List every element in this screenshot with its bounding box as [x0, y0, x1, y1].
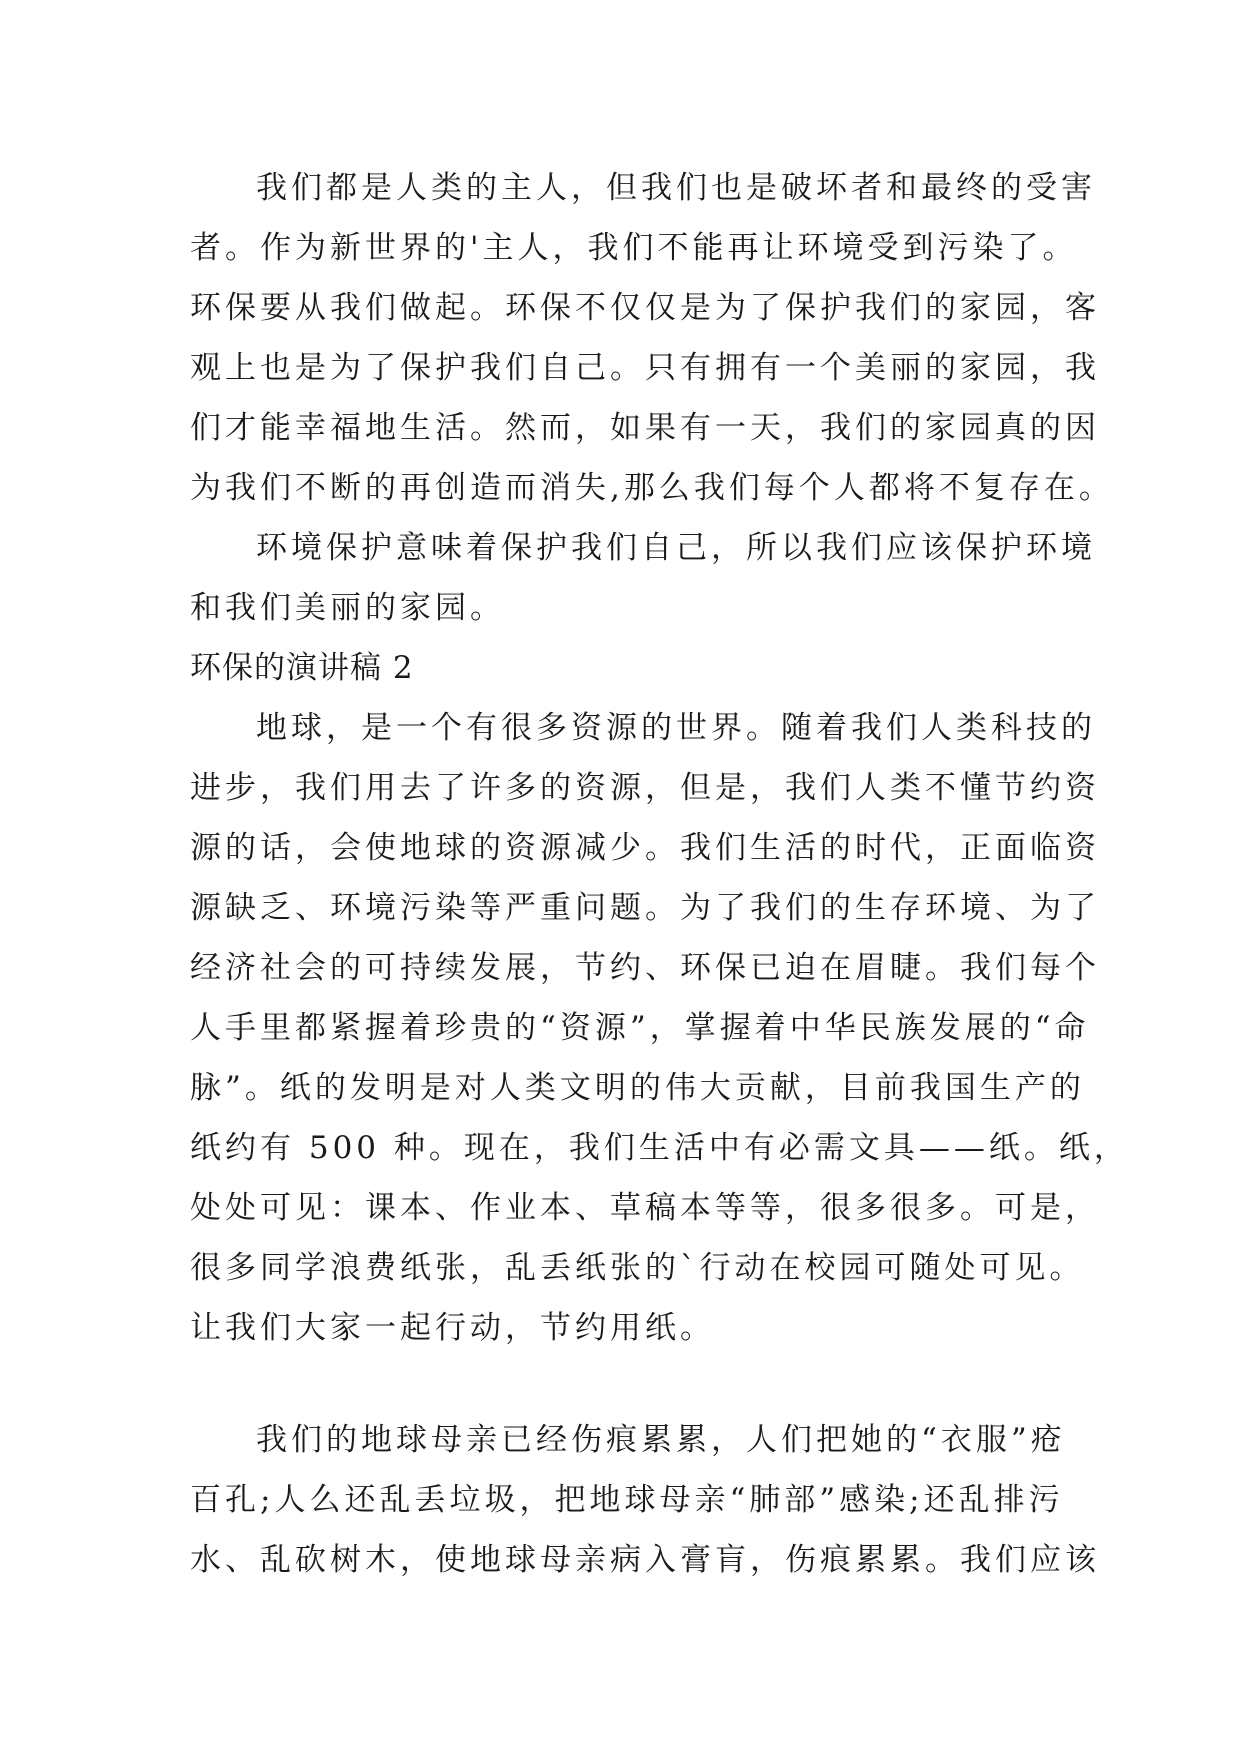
- paragraph-line: 经济社会的可持续发展，节约、环保已迫在眉睫。我们每个: [190, 950, 1100, 986]
- paragraph-line: 很多同学浪费纸张，乱丢纸张的`行动在校园可随处可见。: [190, 1250, 1085, 1286]
- paragraph-line: 为我们不断的再创造而消失,那么我们每个人都将不复存在。: [190, 470, 1114, 506]
- paragraph-line: 进步，我们用去了许多的资源，但是，我们人类不懂节约资: [190, 770, 1100, 806]
- paragraph-line: 让我们大家一起行动，节约用纸。: [190, 1310, 715, 1346]
- document-body: [190, 158, 1129, 1590]
- paragraph-line: 环境保护意味着保护我们自己，所以我们应该保护环境: [256, 530, 1096, 566]
- paragraph-line: 观上也是为了保护我们自己。只有拥有一个美丽的家园，我: [190, 350, 1100, 386]
- section-heading: 环保的演讲稿 2: [190, 650, 414, 686]
- paragraph-line: 脉”。纸的发明是对人类文明的伟大贡献，目前我国生产的: [190, 1070, 1085, 1106]
- paragraph-line: 我们都是人类的主人，但我们也是破坏者和最终的受害: [256, 170, 1096, 206]
- paragraph-1: [190, 158, 1114, 518]
- paragraph-line: 百孔;人么还乱丢垃圾，把地球母亲“肺部”感染;还乱排污: [190, 1482, 1064, 1518]
- paragraph-4: [190, 1410, 1100, 1590]
- paragraph-3: [190, 698, 1129, 1358]
- paragraph-line: 我们的地球母亲已经伤痕累累，人们把她的“衣服”疮: [256, 1422, 1066, 1458]
- paragraph-line: 源缺乏、环境污染等严重问题。为了我们的生存环境、为了: [190, 890, 1100, 926]
- paragraph-line: 处处可见：课本、作业本、草稿本等等，很多很多。可是，: [190, 1190, 1100, 1226]
- paragraph-line: 源的话，会使地球的资源减少。我们生活的时代，正面临资: [190, 830, 1100, 866]
- paragraph-line: 环保要从我们做起。环保不仅仅是为了保护我们的家园，客: [190, 290, 1100, 326]
- paragraph-line: 地球，是一个有很多资源的世界。随着我们人类科技的: [256, 710, 1096, 746]
- paragraph-line: 水、乱砍树木，使地球母亲病入膏肓，伤痕累累。我们应该: [190, 1542, 1100, 1578]
- paragraph-line: 们才能幸福地生活。然而，如果有一天，我们的家园真的因: [190, 410, 1100, 446]
- paragraph-spacer: [190, 1358, 1050, 1410]
- paragraph-line: 人手里都紧握着珍贵的“资源”，掌握着中华民族发展的“命: [190, 1010, 1090, 1046]
- paragraph-line: 者。作为新世界的'主人，我们不能再让环境受到污染了。: [190, 230, 1078, 266]
- paragraph-line: 纸约有 500 种。现在，我们生活中有必需文具——纸。纸，: [190, 1130, 1129, 1166]
- paragraph-line: 和我们美丽的家园。: [190, 590, 505, 626]
- paragraph-2: [190, 518, 1096, 638]
